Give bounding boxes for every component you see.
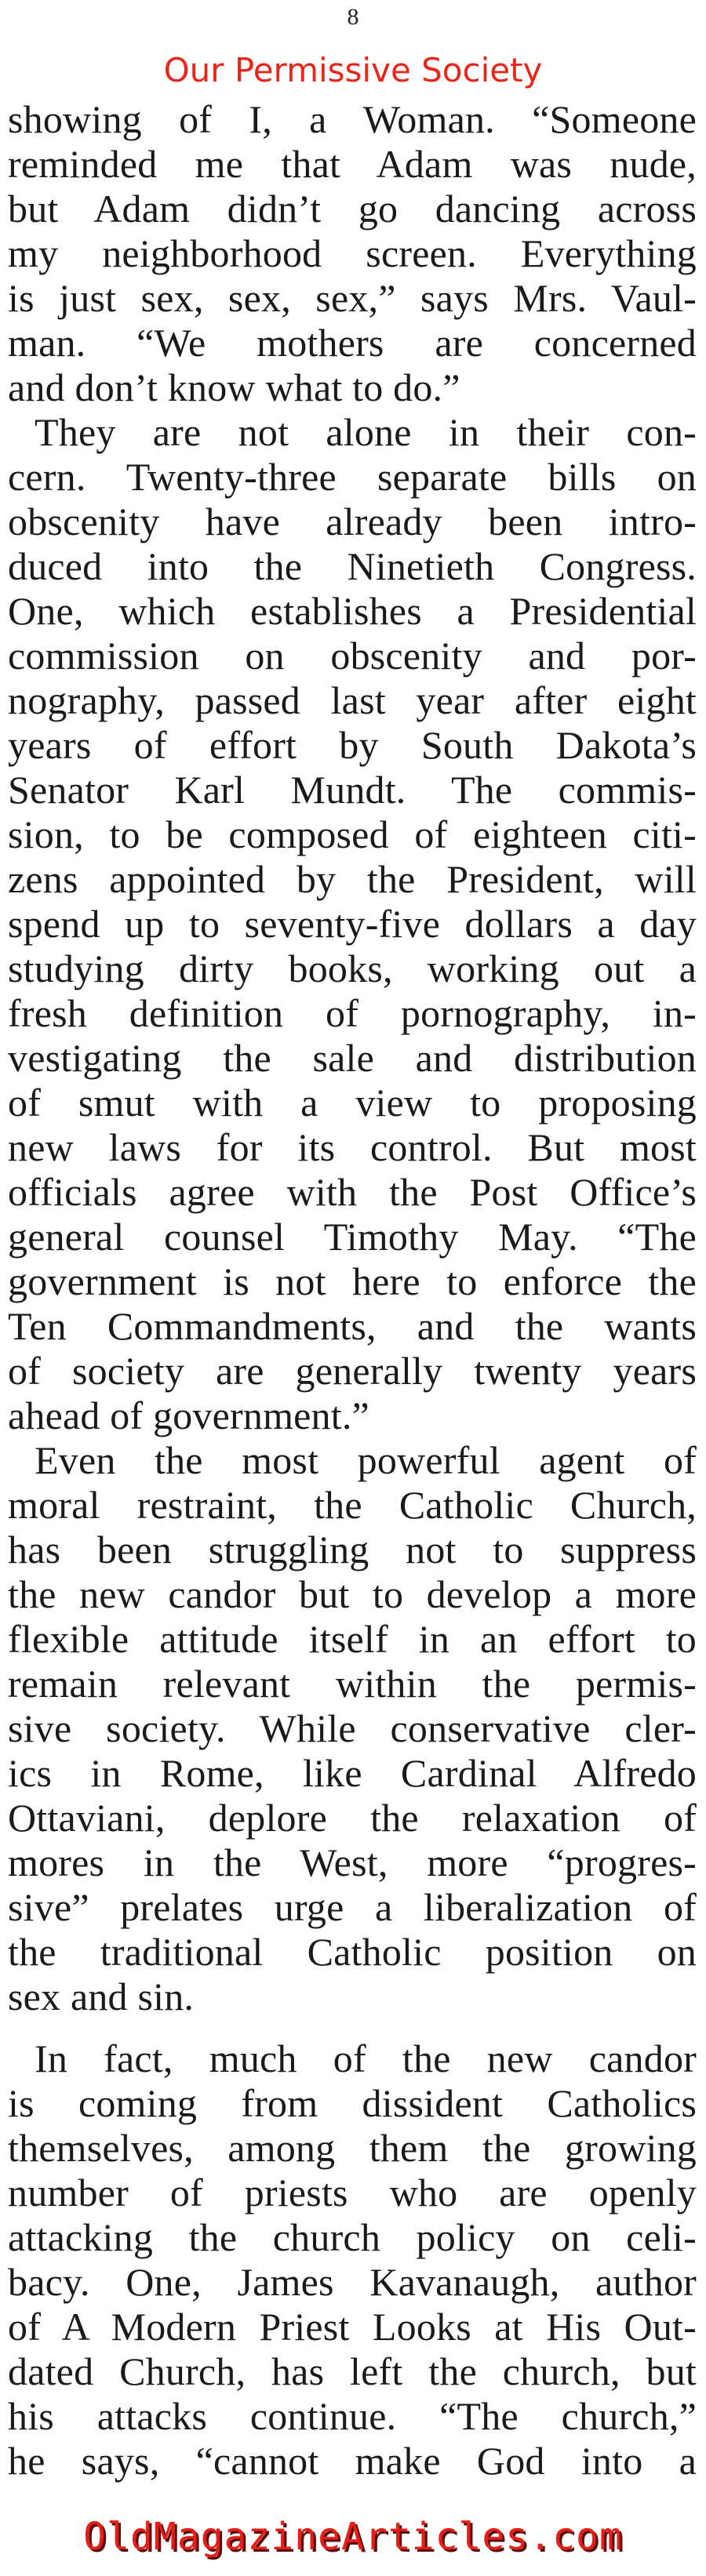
text-line: spend up to seventy-five dollars a day	[8, 902, 697, 946]
text-line: his attacks continue. “The church,”	[8, 2394, 697, 2438]
text-line: Ottaviani, deplore the relaxation of	[8, 1796, 697, 1840]
text-line: showing of I, a Woman. “Someone	[8, 97, 697, 141]
text-line: but Adam didn’t go dancing across	[8, 187, 697, 231]
text-line: cern. Twenty-three separate bills on	[8, 455, 697, 499]
paragraph	[8, 2036, 697, 2483]
text-line: the new candor but to develop a more	[8, 1572, 697, 1616]
text-line: sion, to be composed of eighteen citi-	[8, 812, 697, 856]
text-line: One, which establishes a Presidential	[8, 589, 697, 633]
text-line: obscenity have already been intro-	[8, 500, 697, 543]
paragraph	[8, 410, 697, 1438]
text-line: reminded me that Adam was nude,	[8, 142, 697, 186]
text-line: years of effort by South Dakota’s	[8, 723, 697, 767]
text-line: of A Modern Priest Looks at His Out-	[8, 2305, 697, 2349]
text-line: dated Church, has left the church, but	[8, 2349, 697, 2393]
text-line: the traditional Catholic position on	[8, 1930, 697, 1974]
text-line: They are not alone in their con-	[35, 410, 697, 454]
text-line: Ten Commandments, and the wants	[8, 1304, 697, 1348]
text-line: is coming from dissident Catholics	[8, 2081, 697, 2125]
paragraph-gap	[8, 2019, 697, 2036]
article-body	[8, 97, 697, 2483]
page-number: 8	[347, 4, 359, 30]
text-line: my neighborhood screen. Everything	[8, 231, 697, 275]
text-line: attacking the church policy on celi-	[8, 2215, 697, 2259]
text-line: ics in Rome, like Cardinal Alfredo	[8, 1751, 697, 1795]
text-line: Senator Karl Mundt. The commis-	[8, 768, 697, 812]
text-line: is just sex, sex, sex,” says Mrs. Vaul-	[8, 276, 697, 320]
paragraph	[8, 1438, 697, 2019]
text-line: moral restraint, the Catholic Church,	[8, 1483, 697, 1527]
text-line: duced into the Ninetieth Congress.	[8, 544, 697, 588]
text-line: government is not here to enforce the	[8, 1259, 697, 1303]
text-line: of smut with a view to proposing	[8, 1081, 697, 1125]
text-line: mores in the West, more “progres-	[8, 1840, 697, 1884]
text-line: man. “We mothers are concerned	[8, 321, 697, 365]
text-line: number of priests who are openly	[8, 2171, 697, 2214]
text-line: themselves, among them the growing	[8, 2126, 697, 2170]
text-line: fresh definition of pornography, in-	[8, 991, 697, 1035]
text-line: ahead of government.”	[8, 1393, 369, 1437]
text-line: general counsel Timothy May. “The	[8, 1215, 697, 1259]
text-line: new laws for its control. But most	[8, 1125, 697, 1169]
text-line: nography, passed last year after eight	[8, 678, 697, 722]
text-line: zens appointed by the President, will	[8, 857, 697, 901]
text-line: sex and sin.	[8, 1975, 195, 2018]
text-line: commission on obscenity and por-	[8, 634, 697, 678]
running-head: Our Permissive Society	[163, 51, 543, 89]
text-line: of society are generally twenty years	[8, 1349, 697, 1393]
text-line: vestigating the sale and distribution	[8, 1036, 697, 1080]
text-line: In fact, much of the new candor	[35, 2036, 697, 2080]
text-line: sive” prelates urge a liberalization of	[8, 1885, 697, 1929]
text-line: sive society. While conservative cler-	[8, 1706, 697, 1750]
text-line: and don’t know what to do.”	[8, 365, 460, 409]
text-line: studying dirty books, working out a	[8, 946, 697, 990]
text-line: Even the most powerful agent of	[35, 1438, 697, 1482]
text-line: has been struggling not to suppress	[8, 1528, 697, 1571]
text-line: he says, “cannot make God into a	[8, 2439, 697, 2483]
footer-brand-watermark: OldMagazineArticles.com	[83, 2515, 623, 2559]
text-line: flexible attitude itself in an effort to	[8, 1617, 697, 1661]
text-line: bacy. One, James Kavanaugh, author	[8, 2260, 697, 2304]
text-line: remain relevant within the permis-	[8, 1662, 697, 1706]
text-line: officials agree with the Post Office’s	[8, 1170, 697, 1214]
paragraph	[8, 97, 697, 410]
